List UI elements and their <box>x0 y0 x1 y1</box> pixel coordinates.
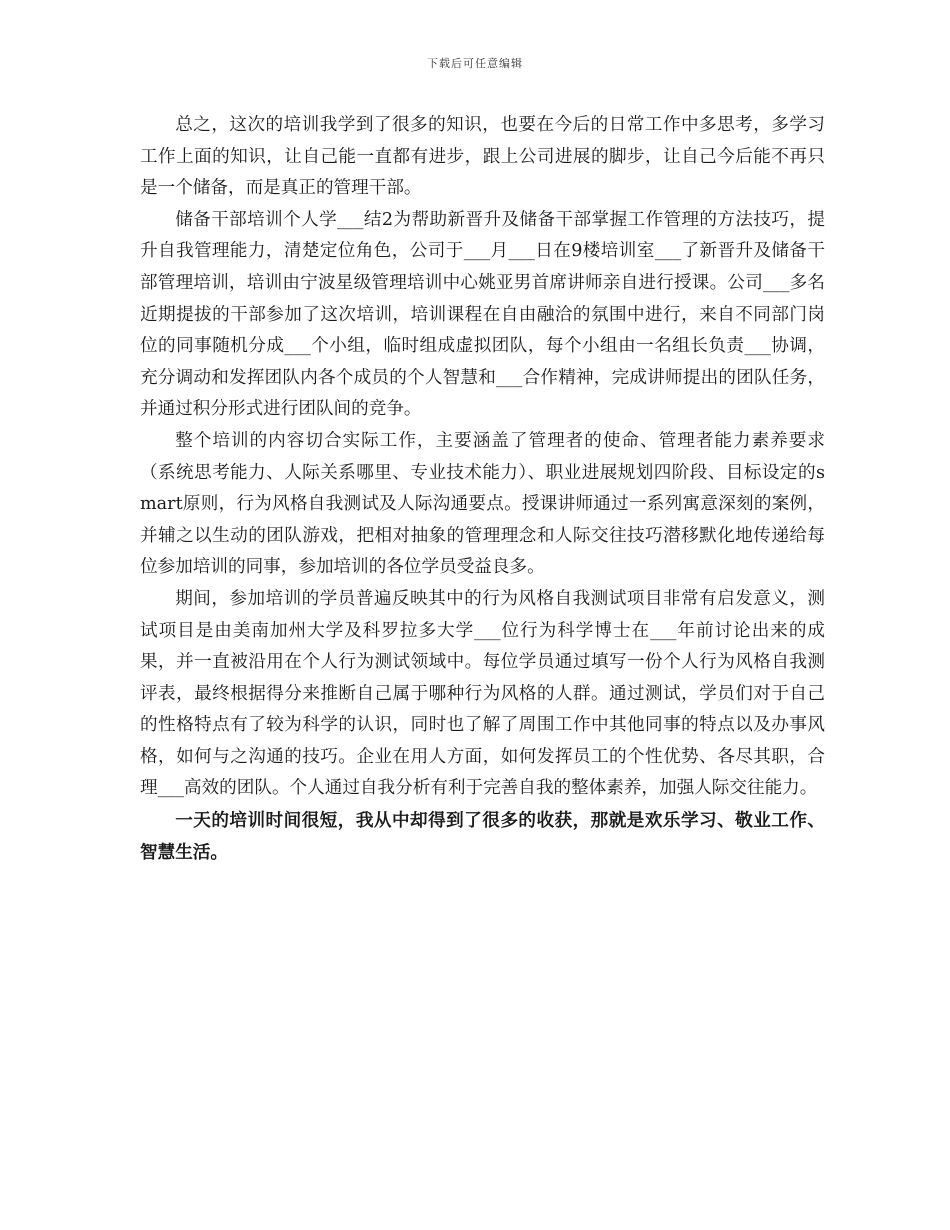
paragraph-summary: 总之，这次的培训我学到了很多的知识，也要在今后的日常工作中多思考，多学习工作上面的知识，让自己能一直都有进步，跟上公司进展的脚步，让自己今后能不再只是一个储备，而是真正的管理干部。 <box>140 115 825 199</box>
paragraph-conclusion: 一天的培训时间很短，我从中却得到了很多的收获，那就是欢乐学习、敬业工作、智慧生活。 <box>140 810 825 863</box>
paragraph-training-intro: 储备干部培训个人学___结2为帮助新晋升及储备干部掌握工作管理的方法技巧，提升自我管理能力，清楚定位角色，公司于___月___日在9楼培训室___了新晋升及储备干部管理培训，培训由宁波星级管理培训中心姚亚男首席讲师亲自进行授课。公司___多名近期提拔的干部参加了这次培训，培训课程在自由融洽的氛围中进行，来自不同部门岗位的同事随机分成___个小组，临时组成虚拟团队，每个小组由一名组长负责___协调，充分调动和发挥团队内各个成员的个人智慧和___合作精神，完成讲师提出的团队任务，并通过积分形式进行团队间的竞争。 <box>140 209 825 420</box>
document-body <box>140 110 825 868</box>
paragraph-training-content: 整个培训的内容切合实际工作，主要涵盖了管理者的使命、管理者能力素养要求（系统思考能力、人际关系哪里、专业技术能力）、职业进展规划四阶段、目标设定的smart原则，行为风格自我测试及人际沟通要点。授课讲师通过一系列寓意深刻的案例，并辅之以生动的团队游戏，把相对抽象的管理理念和人际交往技巧潜移默化地传递给每位参加培训的同事，参加培训的各位学员受益良多。 <box>140 430 825 578</box>
page-header: 下载后可任意编辑 <box>427 57 523 70</box>
paragraph-behavior-test: 期间，参加培训的学员普遍反映其中的行为风格自我测试项目非常有启发意义，测试项目是由美南加州大学及科罗拉多大学___位行为科学博士在___年前讨论出来的成果，并一直被沿用在个人行为测试领域中。每位学员通过填写一份个人行为风格自我测评表，最终根据得分来推断自己属于哪种行为风格的人群。通过测试，学员们对于自己的性格特点有了较为科学的认识，同时也了解了周围工作中其他同事的特点以及办事风格，如何与之沟通的技巧。企业在用人方面，如何发挥员工的个性优势、各尽其职，合理___高效的团队。个人通过自我分析有利于完善自我的整体素养，加强人际交往能力。 <box>140 588 825 799</box>
